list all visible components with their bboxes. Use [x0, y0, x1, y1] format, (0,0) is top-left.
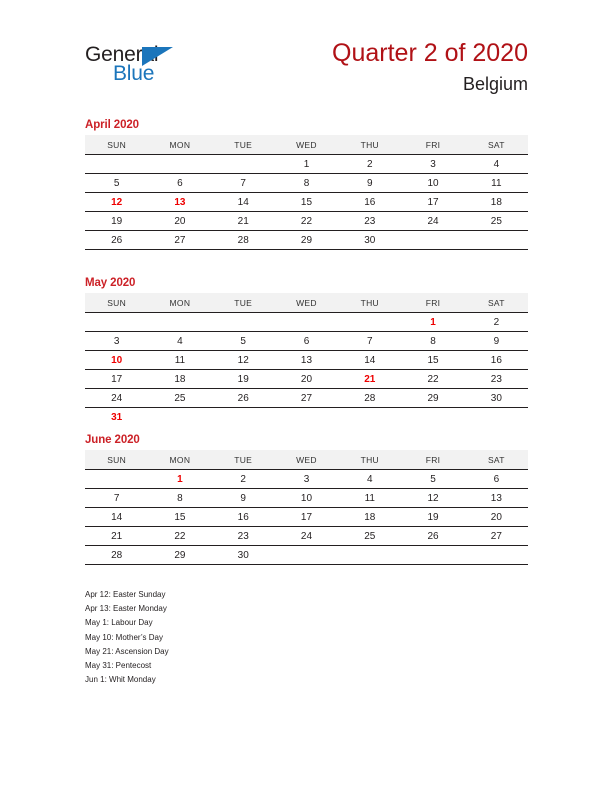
calendar-cell-empty — [401, 408, 464, 427]
calendar-table-june — [85, 450, 528, 565]
calendar-cell-empty — [85, 470, 148, 489]
calendar-week-row — [85, 313, 528, 332]
calendar-cell-empty — [275, 408, 338, 427]
calendar-day[interactable]: 29 — [275, 231, 338, 250]
calendar-day[interactable]: 24 — [401, 212, 464, 231]
calendar-week-row — [85, 231, 528, 250]
calendar-week-row — [85, 193, 528, 212]
calendar-day[interactable]: 19 — [85, 212, 148, 231]
calendar-week-row — [85, 332, 528, 351]
calendar-day[interactable]: 15 — [275, 193, 338, 212]
calendar-day[interactable]: 16 — [338, 193, 401, 212]
month-block-june — [85, 434, 528, 565]
page-title: Quarter 2 of 2020 — [332, 39, 528, 67]
calendar-day[interactable]: 15 — [401, 351, 464, 370]
calendar-day[interactable]: 9 — [338, 174, 401, 193]
calendar-day[interactable]: 27 — [148, 231, 211, 250]
calendar-day-holiday[interactable]: 31 — [85, 408, 148, 427]
calendar-day[interactable]: 29 — [401, 389, 464, 408]
calendar-day[interactable]: 28 — [85, 546, 148, 565]
weekday-header-sat: SAT — [465, 293, 528, 313]
month-heading-june: June 2020 — [85, 434, 140, 446]
calendar-day[interactable]: 18 — [465, 193, 528, 212]
calendar-day[interactable]: 26 — [85, 231, 148, 250]
calendar-cell-empty — [338, 313, 401, 332]
calendar-day[interactable]: 6 — [275, 332, 338, 351]
calendar-day[interactable]: 5 — [85, 174, 148, 193]
holiday-legend-item: May 1: Labour Day — [85, 618, 153, 628]
month-heading-april: April 2020 — [85, 119, 139, 131]
calendar-day[interactable]: 25 — [465, 212, 528, 231]
calendar-cell-empty — [85, 313, 148, 332]
weekday-header-thu: THU — [338, 135, 401, 155]
weekday-header-row — [85, 135, 528, 155]
calendar-day[interactable]: 10 — [401, 174, 464, 193]
calendar-day[interactable]: 15 — [148, 508, 211, 527]
calendar-day[interactable]: 16 — [212, 508, 275, 527]
calendar-week-row — [85, 489, 528, 508]
calendar-day[interactable]: 18 — [148, 370, 211, 389]
calendar-day[interactable]: 3 — [401, 155, 464, 174]
calendar-cell-empty — [465, 231, 528, 250]
calendar-day[interactable]: 30 — [465, 389, 528, 408]
calendar-day[interactable]: 12 — [401, 489, 464, 508]
calendar-day-holiday[interactable]: 13 — [148, 193, 211, 212]
weekday-header-thu: THU — [338, 450, 401, 470]
calendar-day[interactable]: 28 — [212, 231, 275, 250]
calendar-day[interactable]: 4 — [148, 332, 211, 351]
calendar-day[interactable]: 22 — [148, 527, 211, 546]
calendar-day[interactable]: 23 — [212, 527, 275, 546]
calendar-day[interactable]: 22 — [275, 212, 338, 231]
calendar-day[interactable]: 23 — [465, 370, 528, 389]
calendar-day[interactable]: 7 — [212, 174, 275, 193]
weekday-header-sat: SAT — [465, 450, 528, 470]
calendar-day[interactable]: 11 — [338, 489, 401, 508]
calendar-cell-empty — [85, 155, 148, 174]
calendar-cell-empty — [148, 408, 211, 427]
weekday-header-fri: FRI — [401, 450, 464, 470]
calendar-week-row — [85, 389, 528, 408]
calendar-table-may — [85, 293, 528, 426]
calendar-week-row — [85, 527, 528, 546]
calendar-cell-empty — [338, 408, 401, 427]
calendar-day[interactable]: 22 — [401, 370, 464, 389]
calendar-cell-empty — [401, 546, 464, 565]
calendar-day[interactable]: 29 — [148, 546, 211, 565]
weekday-header-fri: FRI — [401, 293, 464, 313]
month-block-april — [85, 119, 528, 250]
calendar-day-holiday[interactable]: 1 — [148, 470, 211, 489]
calendar-week-row — [85, 546, 528, 565]
holiday-legend-item: Apr 12: Easter Sunday — [85, 590, 166, 599]
weekday-header-tue: TUE — [212, 135, 275, 155]
calendar-day[interactable]: 17 — [401, 193, 464, 212]
country-subtitle: Belgium — [462, 74, 528, 94]
calendar-day[interactable]: 8 — [148, 489, 211, 508]
calendar-week-row — [85, 351, 528, 370]
calendar-cell-empty — [148, 155, 211, 174]
calendar-day[interactable]: 6 — [465, 470, 528, 489]
calendar-day[interactable]: 27 — [275, 389, 338, 408]
calendar-day-holiday[interactable]: 12 — [85, 193, 148, 212]
calendar-day[interactable]: 3 — [275, 470, 338, 489]
calendar-day[interactable]: 8 — [401, 332, 464, 351]
calendar-week-row — [85, 408, 528, 427]
calendar-day[interactable]: 9 — [212, 489, 275, 508]
calendar-cell-empty — [338, 546, 401, 565]
calendar-cell-empty — [275, 313, 338, 332]
weekday-header-thu: THU — [338, 293, 401, 313]
calendar-cell-empty — [401, 231, 464, 250]
calendar-day[interactable]: 21 — [212, 212, 275, 231]
calendar-day[interactable]: 13 — [465, 489, 528, 508]
calendar-day[interactable]: 4 — [465, 155, 528, 174]
calendar-day[interactable]: 17 — [85, 370, 148, 389]
weekday-header-mon: MON — [148, 293, 211, 313]
calendar-day[interactable]: 7 — [85, 489, 148, 508]
holiday-legend-item: May 21: Ascension Day — [85, 646, 169, 656]
calendar-day[interactable]: 2 — [465, 313, 528, 332]
calendar-day[interactable]: 3 — [85, 332, 148, 351]
calendar-week-row — [85, 155, 528, 174]
weekday-header-row — [85, 450, 528, 470]
weekday-header-sun: SUN — [85, 135, 148, 155]
calendar-day[interactable]: 30 — [212, 546, 275, 565]
calendar-week-row — [85, 174, 528, 193]
calendar-day[interactable]: 6 — [148, 174, 211, 193]
calendar-week-row — [85, 212, 528, 231]
calendar-day[interactable]: 2 — [338, 155, 401, 174]
calendar-day[interactable]: 24 — [275, 527, 338, 546]
weekday-header-tue: TUE — [212, 450, 275, 470]
calendar-day[interactable]: 5 — [212, 332, 275, 351]
month-block-may — [85, 277, 528, 426]
calendar-day[interactable]: 21 — [85, 527, 148, 546]
calendar-day[interactable]: 26 — [401, 527, 464, 546]
calendar-day[interactable]: 28 — [338, 389, 401, 408]
calendar-week-row — [85, 508, 528, 527]
calendar-day[interactable]: 10 — [275, 489, 338, 508]
calendar-day-holiday[interactable]: 10 — [85, 351, 148, 370]
weekday-header-mon: MON — [148, 135, 211, 155]
title-block — [332, 38, 528, 97]
calendar-day[interactable]: 19 — [401, 508, 464, 527]
weekday-header-mon: MON — [148, 450, 211, 470]
calendar-day[interactable]: 25 — [148, 389, 211, 408]
calendar-day[interactable]: 20 — [148, 212, 211, 231]
calendar-day[interactable]: 7 — [338, 332, 401, 351]
weekday-header-sun: SUN — [85, 450, 148, 470]
holiday-legend-item: Apr 13: Easter Monday — [85, 604, 167, 614]
holiday-legend-item: Jun 1: Whit Monday — [85, 675, 156, 685]
calendar-week-row — [85, 370, 528, 389]
calendar-day[interactable]: 24 — [85, 389, 148, 408]
calendar-day[interactable]: 11 — [148, 351, 211, 370]
logo-text-blue: Blue — [113, 62, 155, 85]
calendar-day-holiday[interactable]: 1 — [401, 313, 464, 332]
page-header — [85, 38, 528, 110]
calendar-day[interactable]: 30 — [338, 231, 401, 250]
calendar-day[interactable]: 25 — [338, 527, 401, 546]
calendar-day[interactable]: 12 — [212, 351, 275, 370]
weekday-header-sat: SAT — [465, 135, 528, 155]
calendar-day[interactable]: 20 — [275, 370, 338, 389]
general-blue-logo — [85, 43, 205, 93]
weekday-header-wed: WED — [275, 135, 338, 155]
weekday-header-wed: WED — [275, 293, 338, 313]
calendar-day[interactable]: 5 — [401, 470, 464, 489]
holiday-legend-list — [85, 588, 385, 687]
calendar-cell-empty — [212, 408, 275, 427]
weekday-header-wed: WED — [275, 450, 338, 470]
calendar-day[interactable]: 23 — [338, 212, 401, 231]
calendar-table-april — [85, 135, 528, 250]
calendar-day[interactable]: 11 — [465, 174, 528, 193]
calendar-cell-empty — [465, 546, 528, 565]
weekday-header-sun: SUN — [85, 293, 148, 313]
weekday-header-fri: FRI — [401, 135, 464, 155]
calendar-day[interactable]: 14 — [85, 508, 148, 527]
weekday-header-tue: TUE — [212, 293, 275, 313]
calendar-day[interactable]: 9 — [465, 332, 528, 351]
calendar-day[interactable]: 17 — [275, 508, 338, 527]
calendar-cell-empty — [212, 313, 275, 332]
calendar-day[interactable]: 16 — [465, 351, 528, 370]
calendar-day[interactable]: 27 — [465, 527, 528, 546]
logo-text-general: General — [85, 43, 159, 66]
calendar-day[interactable]: 1 — [275, 155, 338, 174]
calendar-day[interactable]: 26 — [212, 389, 275, 408]
calendar-cell-empty — [275, 546, 338, 565]
calendar-day[interactable]: 14 — [212, 193, 275, 212]
calendar-day[interactable]: 13 — [275, 351, 338, 370]
calendar-cell-empty — [148, 313, 211, 332]
calendar-day[interactable]: 18 — [338, 508, 401, 527]
calendar-day[interactable]: 4 — [338, 470, 401, 489]
calendar-day[interactable]: 20 — [465, 508, 528, 527]
calendar-day[interactable]: 19 — [212, 370, 275, 389]
weekday-header-row — [85, 293, 528, 313]
holiday-legend-item: May 10: Mother’s Day — [85, 632, 163, 642]
calendar-cell-empty — [212, 155, 275, 174]
calendar-day-holiday[interactable]: 21 — [338, 370, 401, 389]
month-heading-may: May 2020 — [85, 277, 136, 289]
calendar-day[interactable]: 8 — [275, 174, 338, 193]
calendar-cell-empty — [465, 408, 528, 427]
calendar-week-row — [85, 470, 528, 489]
calendar-day[interactable]: 2 — [212, 470, 275, 489]
calendar-day[interactable]: 14 — [338, 351, 401, 370]
holiday-legend-item: May 31: Pentecost — [85, 661, 152, 671]
